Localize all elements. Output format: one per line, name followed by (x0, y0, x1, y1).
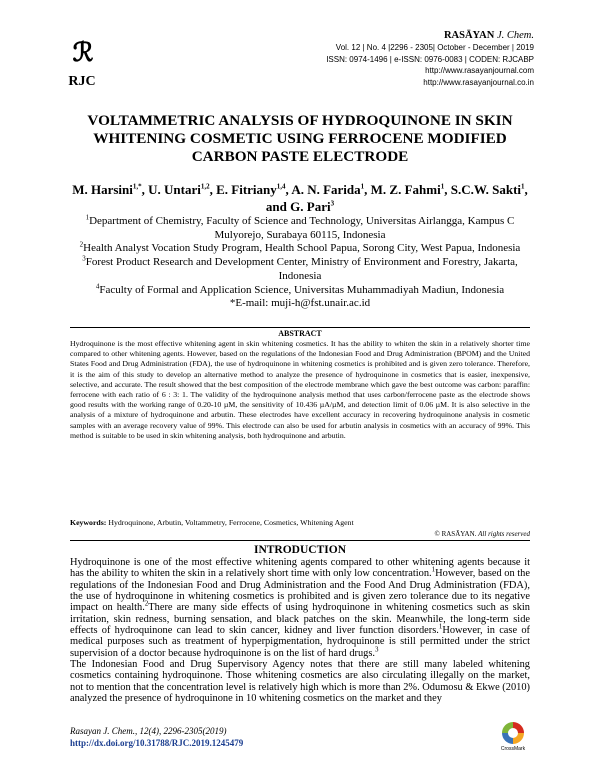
logo-emblem: ℛ (72, 38, 92, 67)
abstract-heading: ABSTRACT (278, 329, 322, 338)
text-run: However, based on the regulations of the Indonesian Food and Drug Administration and the Food And Drug Administration (FDA), the use of hydroquinone in whitening cosmetics is prohibited and is given zero tolerance due to its negative impact on health. (70, 568, 530, 614)
author-affiliation-mark: 1,* (132, 182, 142, 191)
divider (70, 540, 530, 541)
affiliation-text: Forest Product Research and Development Center, Ministry of Environment and Forestry, Jakarta, Indonesia (85, 256, 518, 282)
paper-title: VOLTAMMETRIC ANALYSIS OF HYDROQUINONE IN SKIN WHITENING COSMETIC USING FERROCENE MODIFIED CARBON PASTE ELECTRODE (87, 112, 513, 165)
citation-ref[interactable]: 1 (438, 622, 443, 631)
affiliation-number: 1 (85, 213, 90, 222)
crossmark-label: CrossMark (500, 746, 526, 752)
paragraph: The Indonesian Food and Drug Supervisory Agency notes that there are still many labeled whitening cosmetics containing hydroquinone. Those whitening cosmetics are also circulating illegally on the market, not to mention that the concentration level is relatively high which is more than 2%. Odumosu & Ekwe (2010) analyzed the presence of hydroquinone in 10 whitening cosmetics on the market and they (70, 659, 530, 705)
paragraph (70, 557, 530, 659)
text-run: However, in case of medical purposes such as treatment of hyperpigmentation, hydroquinone is still permitted under the strict supervision of a doctor because hydroquinone is on the list of hard drugs. (70, 625, 530, 659)
corresponding-email[interactable]: *E-mail: muji-h@fst.unair.ac.id (229, 297, 371, 310)
author-name: A. N. Farida (291, 182, 361, 197)
doi-link[interactable]: http://dx.doi.org/10.31788/RJC.2019.1245479 (70, 737, 244, 748)
author-affiliation-mark: 1,2 (200, 182, 210, 191)
journal-url-1[interactable]: http://www.rasayanjournal.com (425, 66, 534, 75)
affiliation (70, 215, 530, 242)
author-list: M. Harsini$^{1,*}$, U. Untari$^{1,2}$, E. Fitriany$^{1,4}$, A. N. Farida$^1$, M. Z. Fahmi$^1$, S.C.W. Sakti$^1$, and G. Pari$^3$ (72, 182, 528, 214)
copyright: © RASĀYAN. All rights reserved (434, 530, 530, 538)
affiliations (70, 215, 530, 311)
divider (70, 327, 530, 328)
page-footer (70, 726, 243, 749)
logo-text: RJC (68, 74, 96, 89)
journal-name: RASĀYAN J. Chem. (443, 30, 534, 41)
text-run: Hydroquinone is one of the most effective whitening agents compared to other whitening agents because it has the ability to whiten the skin in a relatively short time with only low concentration. (70, 557, 530, 580)
affiliation-number: 2 (79, 240, 84, 249)
affiliation-text: Faculty of Formal and Application Science, Universitas Muhammadiyah Madiun, Indonesia (99, 283, 505, 296)
issn-line: ISSN: 0974-1496 | e-ISSN: 0976-0083 | CODEN: RJCABP (326, 54, 534, 64)
introduction-body (70, 557, 530, 704)
citation: Rasayan J. Chem., 12(4), 2296-2305(2019) (70, 726, 227, 736)
crossmark-icon (502, 722, 524, 744)
affiliation-text: Department of Chemistry, Faculty of Science and Technology, Universitas Airlangga, Kampus C Mulyorejo, Surabaya 60115, Indonesia (89, 215, 515, 241)
author-name: G. Pari (290, 199, 331, 214)
author-affiliation-mark: 1 (440, 182, 445, 191)
author-affiliation-mark: 1,4 (276, 182, 286, 191)
author-affiliation-mark: 1 (521, 182, 525, 191)
author-affiliation-mark: 1 (360, 182, 365, 191)
introduction-heading: INTRODUCTION (253, 544, 346, 556)
journal-info (326, 29, 534, 88)
abstract-text: Hydroquinone is the most effective whitening agent in skin whitening cosmetics. It has the ability to whiten the skin in a relatively shorter time compared to other whitening agents. However, based on the regulations of the Indonesian Food and Drug Administration (BPOM) and the United States Food and Drug Administration (FDA), the use of hydroquinone in whitening cosmetics is prohibited and is given zero tolerance. Therefore, it is the aim of this study to develop an alternative method to analyze the presence of hydroquinone in cosmetics that is easier, inexpensive, selective, and accurate. The result showed that the best composition of the electrode membrane which gave the best outcome was carbon: paraffin: ferrocene with each ratio of 6 : 3: 1. The validity of the hydroquinone analysis method that uses carbon/ferrocene paste as the electrode shows good results with the working range of 0.20-10 µM, the sensitivity of 10.436 µA/µM, and detection limit of 0.06 µM. It is also selective in the analysis of a mixture of hydroquinone and arbutin. These electrodes have excellent accuracy in recovering hydroquinone analysis in cosmetic samples with an average recovery value of 99%. This electrode can also be used for arbutin analysis in cosmetics with an accuracy of 99%. This method is suitable to be used in skin whitening analysis, both hydroquinone and arbutin. (70, 339, 530, 440)
affiliation (70, 256, 530, 283)
journal-url-2[interactable]: http://www.rasayanjournal.co.in (423, 77, 534, 87)
affiliation-text: Health Analyst Vocation Study Program, Health School Papua, Sorong City, West Papua, Indonesia (83, 242, 521, 255)
affiliation-number: 3 (82, 254, 86, 263)
author-name: M. Harsini (72, 182, 133, 197)
affiliation (70, 281, 530, 298)
text-run: There are many side effects of using hydroquinone in whitening cosmetics such as skin irritation, skin redness, burning sensation, and black patches on the skin. Meanwhile, the long-term side effects of hydroquinone can lead to skin cancer, kidney and liver function disorders. (70, 602, 530, 637)
author-name: S.C.W. Sakti (450, 182, 522, 197)
author-name: M. Z. Fahmi (370, 182, 441, 197)
citation-ref[interactable]: 2 (144, 599, 149, 608)
citation-ref[interactable]: 1 (431, 565, 436, 574)
keywords (70, 518, 530, 528)
journal-logo (62, 38, 102, 90)
keywords-label: Keywords: (70, 518, 107, 527)
author-name: U. Untari (148, 182, 201, 197)
crossmark-badge[interactable] (496, 722, 530, 753)
affiliation (70, 242, 530, 256)
volume-line: Vol. 12 | No. 4 |2296 - 2305| October - December | 2019 (335, 43, 534, 52)
citation-ref[interactable]: 3 (375, 645, 379, 654)
affiliation-number: 4 (95, 281, 100, 290)
author-affiliation-mark: 3 (330, 199, 335, 208)
keywords-text: Hydroquinone, Arbutin, Voltammetry, Ferrocene, Cosmetics, Whitening Agent (108, 518, 354, 527)
author-name: E. Fitriany (216, 182, 277, 197)
